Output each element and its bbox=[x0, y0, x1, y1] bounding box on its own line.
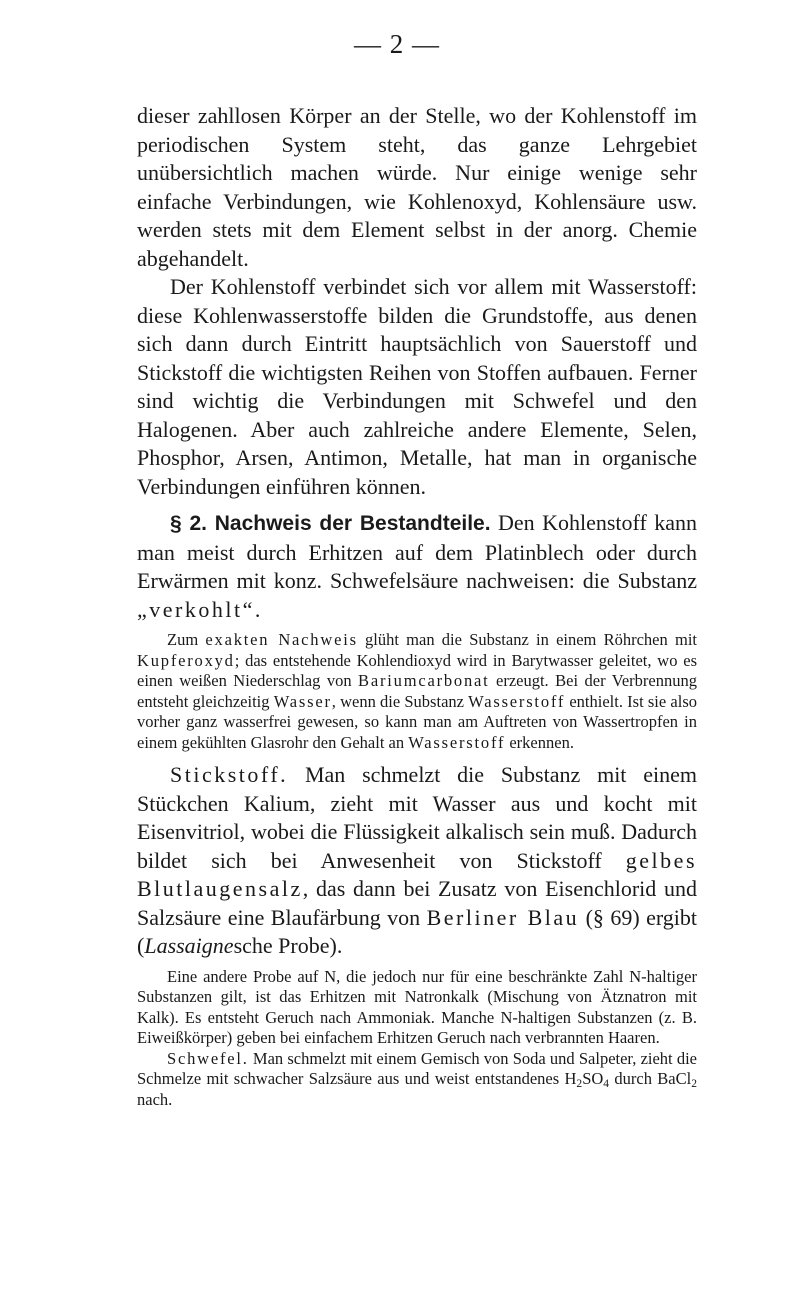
note-term-wasserstoff-2: Wasserstoff bbox=[408, 732, 506, 752]
note-natronkalk: Eine andere Probe auf N, die jedoch nur für eine beschränkte Zahl N-haltiger Substanzen gilt, ist das Erhitzen mit Natronkalk (Mischung von Ätznatron mit Kalk). Es entsteht Geruch nach Ammoniak. Manche N-haltigen Substanzen (z. B. Eiweißkörper) geben bei einfachem Erhitzen Geruch nach verbrannten Haaren. bbox=[137, 966, 697, 1047]
subscript: 2 bbox=[691, 1078, 697, 1090]
paragraph-intro: dieser zahllosen Körper an der Stelle, wo der Kohlenstoff im periodischen System steht, das ganze Lehrgebiet unübersichtlich machen würde. Nur einige wenige sehr einfache Verbindungen, wie Kohlenoxyd, Kohlensäure usw. werden stets mit dem Element selbst in der anorg. Chemie abgehandelt. bbox=[137, 103, 697, 271]
section-2-text-a: Den Kohlenstoff kann man meist durch Erhitzen auf dem Platinblech oder durch Erwärmen mit konz. Schwefelsäure nachweisen: die Substanz bbox=[137, 510, 697, 593]
stickstoff-text: sche Probe). bbox=[233, 933, 343, 958]
schwefel-text: Man schmelzt mit einem Gemisch von Soda und Salpeter, zieht die Schmelze mit schwacher Salzsäure aus und weist entstandenes H bbox=[137, 1048, 697, 1088]
section-2-paragraph bbox=[137, 509, 697, 624]
term-berliner-blau: Berliner Blau bbox=[426, 904, 580, 930]
schwefel-text: nach. bbox=[137, 1089, 173, 1109]
schwefel-text: durch BaCl bbox=[609, 1069, 692, 1088]
note-text: erkennen. bbox=[505, 732, 574, 752]
note-schwefel bbox=[137, 1049, 697, 1111]
stickstoff-text: (§ 69) ergibt ( bbox=[137, 904, 697, 958]
section-2-text-b: . bbox=[254, 596, 261, 622]
book-page bbox=[137, 26, 697, 1110]
note-text: Zum bbox=[167, 630, 206, 649]
subscript: 4 bbox=[603, 1078, 610, 1090]
note-term-wasser: Wasser bbox=[273, 691, 332, 711]
note-exakter-nachweis bbox=[137, 630, 697, 753]
term-blutlaugensalz: gelbes Blutlaugensalz bbox=[137, 847, 697, 901]
section-2-heading: § 2. Nachweis der Bestandteile. bbox=[170, 512, 491, 535]
paragraph-kohlenstoff-verbindungen: Der Kohlenstoff verbindet sich vor allem mit Wasserstoff: diese Kohlenwasserstoffe bilden die Grundstoffe, aus denen sich dann durch Eintritt hauptsächlich von Sauerstoff und Stickstoff die wichtigsten Reihen von Stoffen aufbauen. Ferner sind wichtig die Verbindungen mit Schwefel und den Halogenen. Aber auch zahlreiche andere Elemente, Selen, Phosphor, Arsen, Antimon, Metalle, hat man in organische Verbindungen einführen können. bbox=[137, 274, 697, 499]
note-text: enthielt. Ist sie also vorher ganz wasserfrei gewesen, so kann man am Auftreten von Wassertropfen in einem gekühlten Glasrohr den Gehalt an bbox=[137, 691, 697, 752]
stickstoff-text: Man schmelzt die Substanz mit einem Stückchen Kalium, zieht mit Wasser aus und kocht mit Eisenvitriol, wobei die Flüssigkeit alkalisch sein muß. Dadurch bildet sich bei Anwesenheit von Stickstoff bbox=[137, 762, 697, 873]
note-text: glüht man die Substanz in einem Röhrchen mit bbox=[357, 630, 697, 649]
subscript: 2 bbox=[576, 1078, 583, 1090]
note-text: , wenn die Substanz bbox=[331, 691, 469, 711]
stickstoff-heading: Stickstoff. bbox=[170, 762, 289, 787]
note-term-exakten-nachweis: exakten Nachweis bbox=[205, 630, 358, 649]
note-text: ; das entstehende Kohlendioxyd wird in Barytwasser geleitet, wo es einen weißen Niederschlag von bbox=[137, 650, 697, 690]
stickstoff-text: , das dann bei Zusatz von Eisenchlorid und Salzsäure eine Blaufärbung von bbox=[137, 876, 697, 930]
page-number: — 2 — bbox=[354, 29, 440, 59]
note-term-wasserstoff: Wasserstoff bbox=[468, 691, 566, 711]
note-term-bariumcarbonat: Bariumcarbonat bbox=[358, 671, 490, 690]
note-text: erzeugt. Bei der Verbrennung entsteht gleichzeitig bbox=[137, 671, 697, 711]
verkohlt-term: „verkohlt“ bbox=[137, 596, 255, 622]
name-lassaigne: Lassaigne bbox=[144, 933, 234, 958]
paragraph-stickstoff bbox=[137, 761, 697, 961]
schwefel-heading: Schwefel. bbox=[167, 1048, 249, 1068]
note-term-kupferoxyd: Kupferoxyd bbox=[137, 650, 235, 670]
schwefel-text: SO bbox=[582, 1069, 604, 1088]
